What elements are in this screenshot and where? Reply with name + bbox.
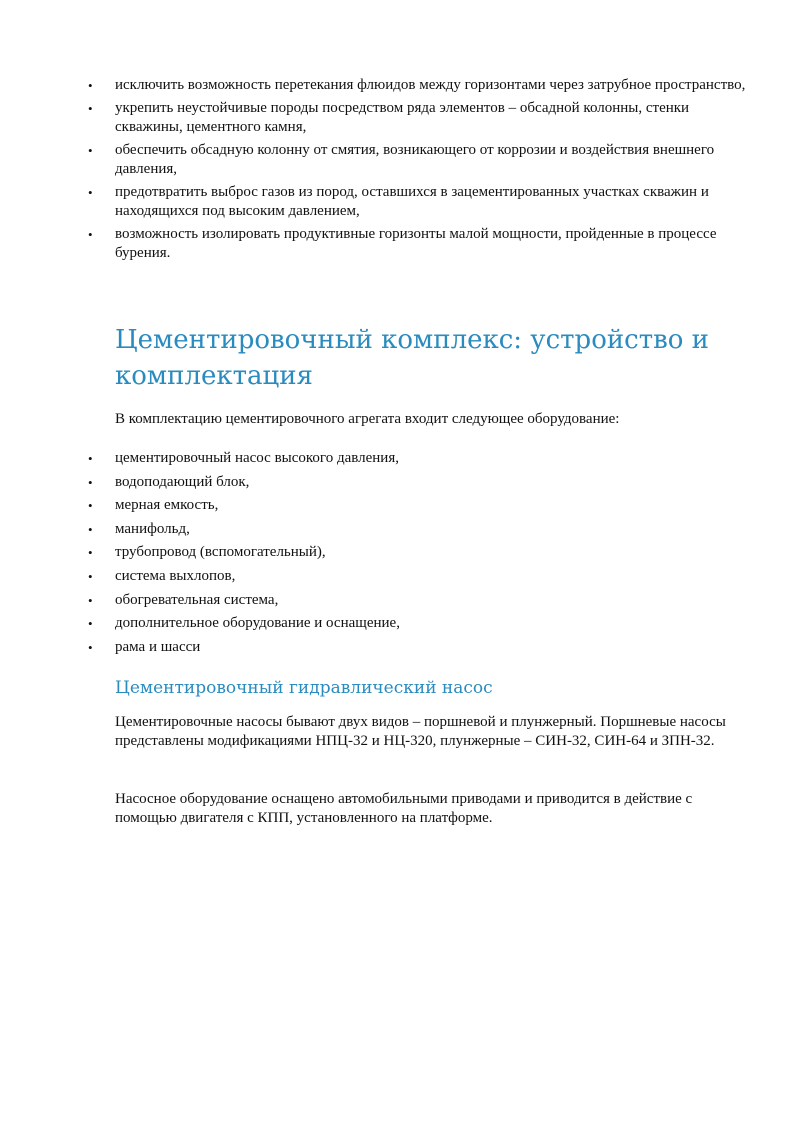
bullet-icon: • [88,474,93,490]
list-item [88,543,758,562]
bullet-icon: • [88,545,93,561]
bullet-icon: • [88,101,93,116]
list-item [88,638,758,657]
section-intro: В комплектацию цементировочного агрегата входит следующее оборудование: [115,411,620,427]
list-item-text: дополнительное оборудование и оснащение, [115,615,400,632]
bullet-icon: • [88,498,93,514]
bullet-icon: • [88,78,93,93]
bullet-icon: • [88,639,93,655]
list-item-text: рама и шасси [115,638,201,655]
subsection-heading: Цементировочный гидравлический насос [115,678,493,698]
list-item [88,614,758,633]
paragraph-pump-drive: Насосное оборудование оснащено автомобильными приводами и приводится в действие с помощью двигателя с КПП, установленного на платформе. [115,791,693,826]
bullet-icon: • [88,143,93,158]
list-item [88,76,758,95]
list-item [88,520,758,539]
list-item [88,225,758,263]
bullet-icon: • [88,568,93,584]
list-item-text: система выхлопов, [115,567,236,584]
list-item-text: мерная емкость, [115,497,219,514]
section-heading: Цементировочный комплекс: устройство и комплектация [115,325,710,391]
bullet-icon: • [88,592,93,608]
list-item-text: цементировочный насос высокого давления, [115,450,399,466]
list-item-text: обеспечить обсадную колонну от смятия, возникающего от коррозии и воздействия внешнего давления, [115,142,715,177]
list-item [88,496,758,515]
list-item-text: предотвратить выброс газов из пород, оставшихся в зацементированных участках скважин и находящихся под высоким давлением, [115,184,709,219]
list-item [88,141,758,179]
bullet-icon: • [88,616,93,632]
objectives-list [88,76,758,267]
bullet-icon: • [88,227,93,242]
list-item-text: возможность изолировать продуктивные горизонты малой мощности, пройденные в процессе бурения. [115,226,717,261]
bullet-icon: • [88,521,93,537]
list-item-text: трубопровод (вспомогательный), [115,544,326,561]
list-item [88,591,758,610]
paragraph-pump-types: Цементировочные насосы бывают двух видов – поршневой и плунжерный. Поршневые насосы представлены модификациями НПЦ-32 и НЦ-320, плунжерные – СИН-32, СИН-64 и ЗПН-32. [115,714,726,749]
list-item [88,473,758,492]
list-item-text: исключить возможность перетекания флюидов между горизонтами через затрубное пространство, [115,77,746,93]
equipment-list [88,449,758,661]
list-item-text: обогревательная система, [115,591,279,608]
bullet-icon: • [88,451,93,466]
list-item [88,449,758,468]
list-item-text: манифольд, [115,520,190,537]
list-item [88,99,758,137]
bullet-icon: • [88,185,93,200]
list-item [88,567,758,586]
list-item [88,183,758,221]
list-item-text: укрепить неустойчивые породы посредством ряда элементов – обсадной колонны, стенки скважины, цементного камня, [115,100,690,135]
list-item-text: водоподающий блок, [115,473,250,490]
